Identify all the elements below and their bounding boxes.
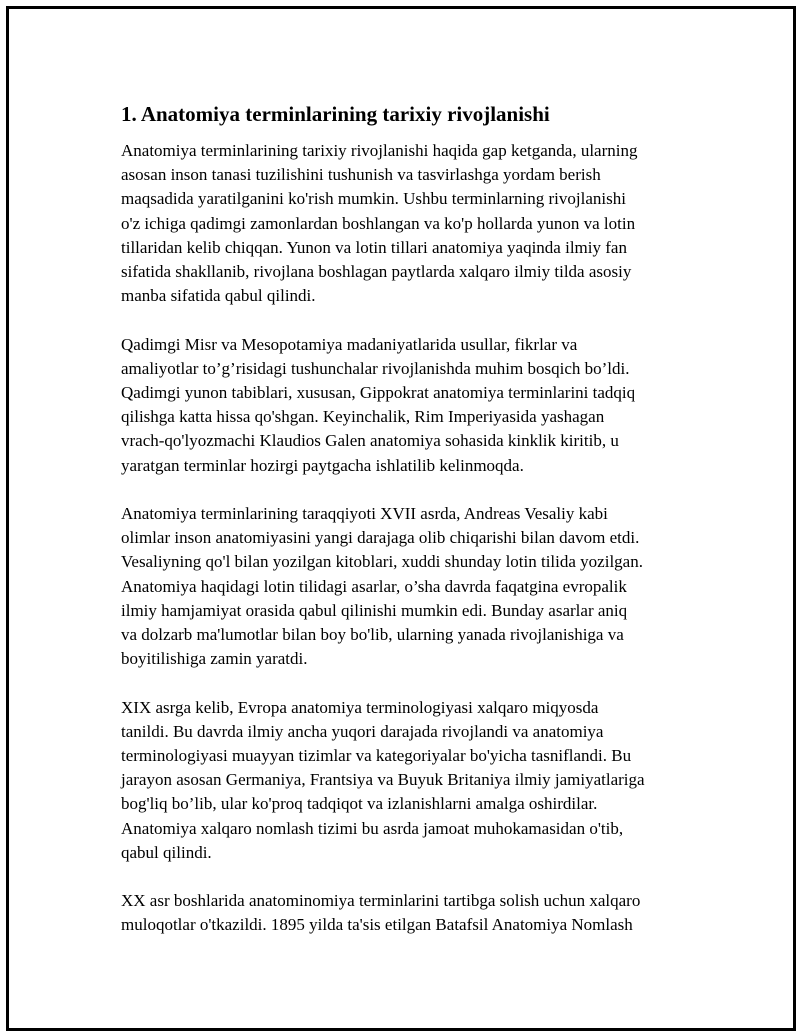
text-line: ilmiy hamjamiyat orasida qabul qilinishi mumkin edi. Bunday asarlar aniq [121, 600, 628, 620]
text-line: Vesaliyning qo'l bilan yozilgan kitoblari, xuddi shunday lotin tilida yozilgan. [121, 552, 643, 572]
text-line: Anatomiya terminlarining tarixiy rivojlanishi haqida gap ketganda, ularning [121, 141, 638, 160]
text-line: vrach-qo'lyozmachi Klaudios Galen anatomiya sohasida kinklik kiritib, u [121, 431, 619, 451]
text-line: Anatomiya haqidagi lotin tilidagi asarlar, o’sha davrda faqatgina evropalik [121, 576, 627, 596]
text-line: XX asr boshlarida anatominomiya terminlarini tartibga solish uchun xalqaro [121, 891, 641, 911]
text-line: tanildi. Bu davrda ilmiy ancha yuqori darajada rivojlandi va anatomiya [121, 721, 604, 741]
text-line: o'z ichiga qadimgi zamonlardan boshlangan va ko'p hollarda yunon va lotin [121, 213, 636, 233]
text-line: Anatomiya xalqaro nomlash tizimi bu asrda jamoat muhokamasidan o'tib, [121, 818, 624, 838]
text-line: Anatomiya terminlarining taraqqiyoti XVII asrda, Andreas Vesaliy kabi [121, 504, 608, 524]
text-line: qilishga katta hissa qo'shgan. Keyinchalik, Rim Imperiyasida yashagan [121, 407, 605, 427]
paragraph-3 [121, 502, 701, 671]
page-frame [6, 6, 796, 1031]
text-line: sifatida shakllanib, rivojlana boshlagan paytlarda xalqaro ilmiy tilda asosiy [121, 262, 632, 282]
text-line: boyitilishiga zamin yaratdi. [121, 649, 308, 669]
section-heading: 1. Anatomiya terminlarining tarixiy rivojlanishi [121, 102, 550, 126]
text-line: amaliyotlar to’g’risidagi tushunchalar rivojlanishda muhim bosqich bo’ldi. [121, 358, 630, 378]
text-line: bog'liq bo’lib, ular ko'proq tadqiqot va izlanishlarni amalga oshirdilar. [121, 794, 598, 814]
text-line: tillaridan kelib chiqqan. Yunon va lotin tillari anatomiya yaqinda ilmiy fan [121, 237, 627, 257]
text-line: qabul qilindi. [121, 842, 212, 862]
text-line: Qadimgi yunon tabiblari, xususan, Gippokrat anatomiya terminlarini tadqiq [121, 383, 636, 403]
text-line: yaratgan terminlar hozirgi paytgacha ishlatilib kelinmoqda. [121, 455, 524, 475]
text-line: terminologiyasi muayyan tizimlar va kategoriyalar bo'yicha tasniflandi. Bu [121, 746, 632, 766]
paragraph-5 [121, 889, 701, 937]
text-line: muloqotlar o'tkazildi. 1895 yilda ta'sis etilgan Batafsil Anatomiya Nomlash [121, 915, 633, 935]
paragraph-4 [121, 696, 701, 865]
text-line: Qadimgi Misr va Mesopotamiya madaniyatlarida usullar, fikrlar va [121, 334, 578, 354]
document-body [121, 99, 701, 962]
text-line: va dolzarb ma'lumotlar bilan boy bo'lib, ularning yanada rivojlanishiga va [121, 625, 624, 645]
text-line: manba sifatida qabul qilindi. [121, 286, 316, 306]
text-line: olimlar inson anatomiyasini yangi darajaga olib chiqarishi bilan davom etdi. [121, 528, 640, 548]
text-line: jarayon asosan Germaniya, Frantsiya va Buyuk Britaniya ilmiy jamiyatlariga [121, 770, 645, 790]
text-line: asosan inson tanasi tuzilishini tushunish va tasvirlashga yordam berish [121, 165, 601, 185]
text-line: XIX asrga kelib, Evropa anatomiya terminologiyasi xalqaro miqyosda [121, 697, 599, 717]
paragraph-2 [121, 333, 701, 478]
text-line: maqsadida yaratilganini ko'rish mumkin. Ushbu terminlarning rivojlanishi [121, 189, 626, 209]
paragraph-1 [121, 139, 701, 308]
